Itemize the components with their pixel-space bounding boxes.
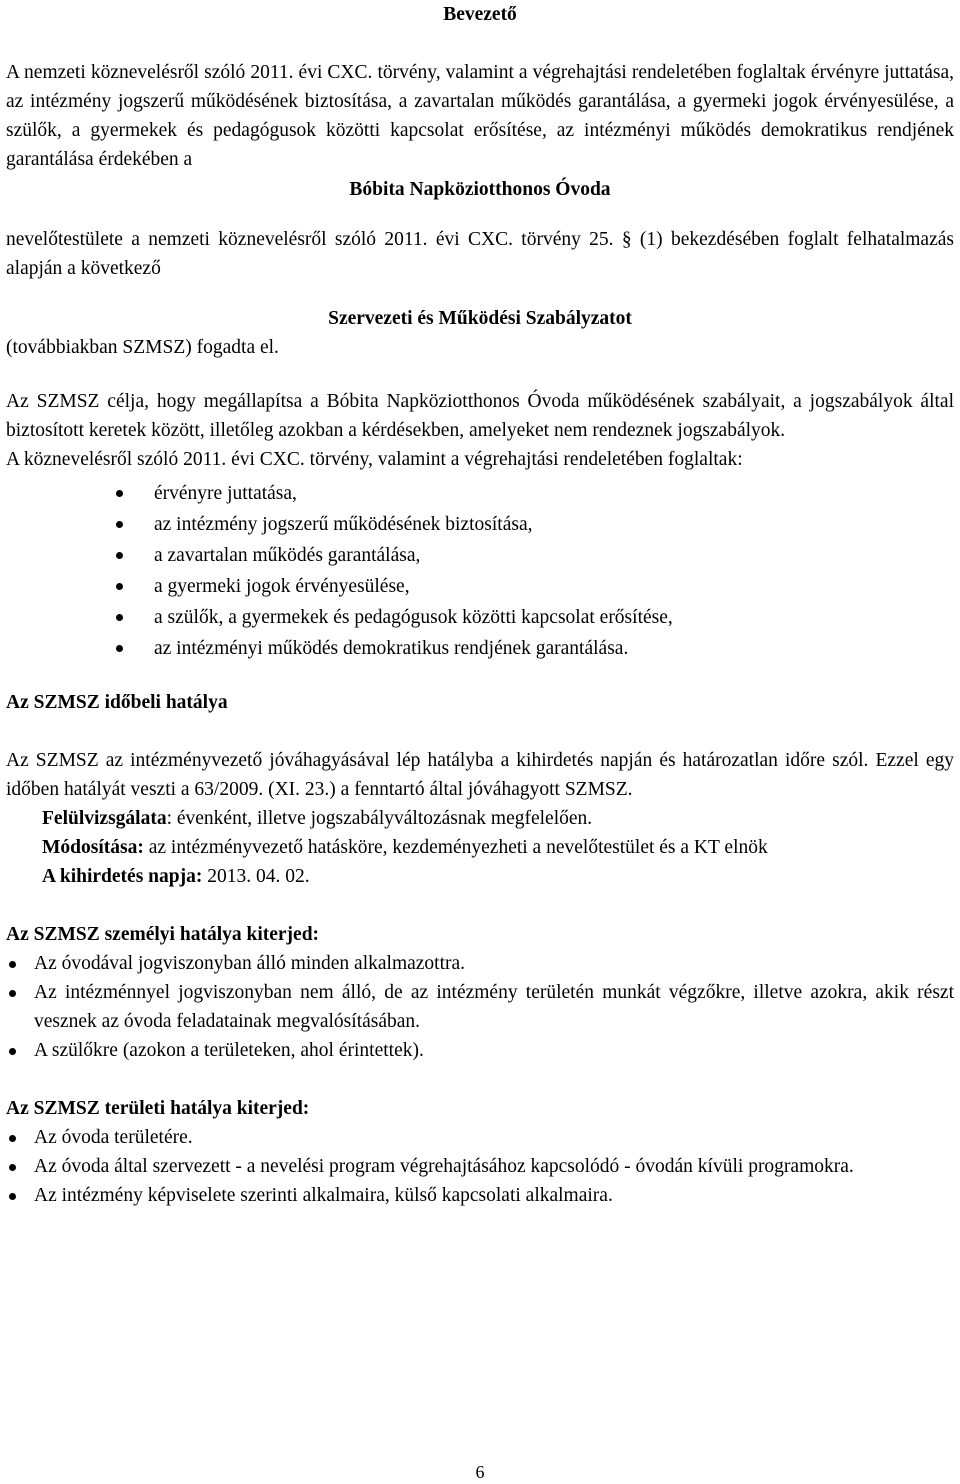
bullet-icon — [9, 1193, 16, 1200]
bullet-icon — [116, 583, 123, 590]
list-item: a zavartalan működés garantálása, — [6, 540, 954, 571]
document-title: Szervezeti és Működési Szabályzatot — [328, 308, 632, 329]
list-item: Az óvoda által szervezett - a nevelési program végrehajtásához kapcsolódó - óvodán kívüli programokra. — [6, 1152, 954, 1181]
purpose-paragraph: Az SZMSZ célja, hogy megállapítsa a Bóbita Napköziotthonos Óvoda működésének szabályait, a jogszabályok által biztosított keretek között, illetőleg azokban a kérdésekben, amelyeket nem rendeznek jogszabályok. — [6, 391, 954, 441]
intro-paragraph: A nemzeti köznevelésről szóló 2011. évi CXC. törvény, valamint a végrehajtási rendeletében foglaltak érvényre juttatása, az intézmény jogszerű működésének biztosítása, a zavartalan működés garantálása, a gyermeki jogok érvényesülése, a szülők, a gyermekek és pedagógusok közötti kapcsolat erősítése, az intézményi működés demokratikus rendjének garantálása érdekében a — [6, 62, 954, 170]
bullet-icon — [116, 645, 123, 652]
list-item: Az óvoda területére. — [6, 1123, 954, 1152]
bullet-icon — [116, 552, 123, 559]
bullet-icon — [9, 961, 16, 968]
page-number: 6 — [475, 1462, 485, 1482]
adoption-sentence: (továbbiakban SZMSZ) fogadta el. — [6, 337, 279, 358]
mandate-paragraph: nevelőtestülete a nemzeti köznevelésről szóló 2011. évi CXC. törvény 25. § (1) bekezdésében foglalt felhatalmazás alapján a következő — [6, 229, 954, 279]
list-item: Az intézménnyel jogviszonyban nem álló, de az intézmény területén munkát végzőkre, illetve azokra, akik részt vesznek az óvoda feladatainak megvalósításában. — [6, 978, 954, 1036]
list-item: az intézmény jogszerű működésének biztosítása, — [6, 509, 954, 540]
territorial-scope-heading: Az SZMSZ területi hatálya kiterjed: — [6, 1098, 310, 1119]
list-item: Az óvodával jogviszonyban álló minden alkalmazottra. — [6, 949, 954, 978]
list-item: Az intézmény képviselete szerinti alkalmaira, külső kapcsolati alkalmaira. — [6, 1181, 954, 1210]
purpose-list — [6, 478, 954, 664]
bullet-icon — [116, 490, 123, 497]
document-page — [6, 0, 954, 1210]
section-heading-bevezeto: Bevezető — [443, 4, 517, 25]
list-item: A szülőkre (azokon a területeken, ahol érintettek). — [6, 1036, 954, 1065]
personal-scope-list — [6, 949, 954, 1065]
bullet-icon — [9, 1048, 16, 1055]
bullet-icon — [9, 990, 16, 997]
list-item: az intézményi működés demokratikus rendjének garantálása. — [6, 633, 954, 664]
territorial-scope-list — [6, 1123, 954, 1210]
bullet-icon — [9, 1135, 16, 1142]
review-line: Felülvizsgálata: évenként, illetve jogszabályváltozásnak megfelelően. — [42, 808, 593, 829]
modification-line: Módosítása: az intézményvezető hatásköre, kezdeményezheti a nevelőtestület és a KT elnök — [42, 837, 768, 858]
list-item: a gyermeki jogok érvényesülése, — [6, 571, 954, 602]
time-scope-paragraph: Az SZMSZ az intézményvezető jóváhagyásával lép hatályba a kihirdetés napján és határozatlan időre szól. Ezzel egy időben hatályát veszti a 63/2009. (XI. 23.) a fenntartó által jóváhagyott SZMSZ. — [6, 750, 954, 800]
bullet-icon — [116, 521, 123, 528]
bullet-icon — [116, 614, 123, 621]
personal-scope-heading: Az SZMSZ személyi hatálya kiterjed: — [6, 924, 320, 945]
institution-name: Bóbita Napköziotthonos Óvoda — [349, 179, 611, 200]
bullet-icon — [9, 1164, 16, 1171]
list-item: a szülők, a gyermekek és pedagógusok közötti kapcsolat erősítése, — [6, 602, 954, 633]
purpose-intro-paragraph: A köznevelésről szóló 2011. évi CXC. törvény, valamint a végrehajtási rendeletében foglaltak: — [6, 449, 743, 470]
time-scope-heading: Az SZMSZ időbeli hatálya — [6, 692, 228, 713]
publication-date-line: A kihirdetés napja: 2013. 04. 02. — [42, 866, 310, 887]
list-item: érvényre juttatása, — [6, 478, 954, 509]
